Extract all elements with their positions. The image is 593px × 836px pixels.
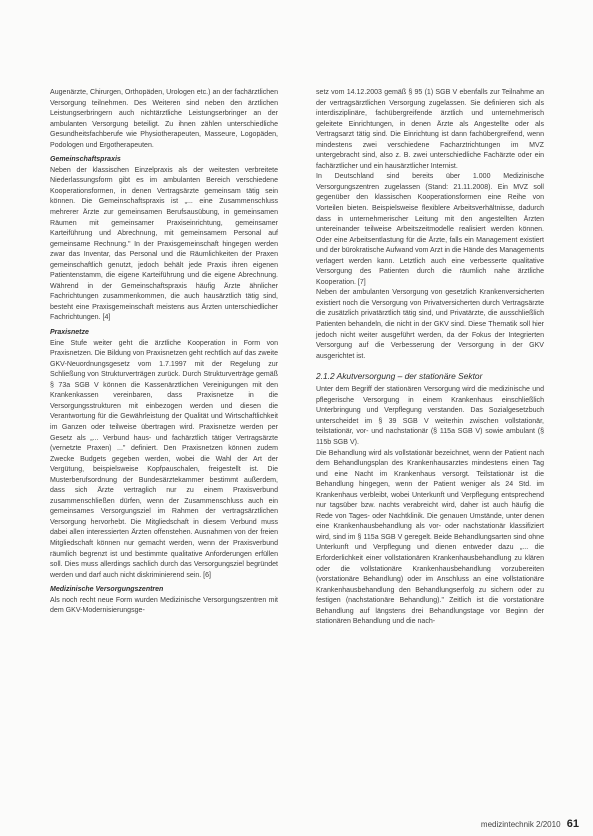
page-footer bbox=[481, 818, 579, 830]
left-column bbox=[50, 88, 278, 617]
paragraph: Eine Stufe weiter geht die ärztliche Kooperation in Form von Praxisnetzen. Die Bildung von Praxisnetzen geht rechtlich auf das zweite GKV-Neuordnungsgesetz vom 1.7.1997 mit der Regelung zur Schließung von Strukturverträgen zurück. Durch Strukturverträge gemäß § 73a SGB V können die Kassenärztlichen Vereinigungen mit den Krankenkassen vereinbaren, dass Praxisnetze in die Versorgungsstrukturen mit einbezogen werden und diesen die Verantwortung für die Gewährleistung der Qualität und Wirtschaftlichkeit im Ganzen oder teilweise übertragen wird. Praxisnetze werden per Gesetz als „... Verbund haus- und fachärztlich tätiger Vertragsärzte (vernetzte Praxen) ..." definiert. Den Praxisnetzen können zudem Zwecke Budgets gegeben werden, wobei die Wahl der Art der Vergütung, beispielsweise Kopfpauschalen, freigestellt ist. Die Musterberufsordnung der Bundesärztekammer bestimmt außerdem, dass sich Ärzte vertraglich nur zu einem Praxisverbund zusammenschließen dürfen, wenn der Zusammenschluss auch ein gemeinsames Versorgungsziel im Rahmen der vertragsärztlichen Versorgung hervorhebt. Die Mitgliedschaft in diesem Verbund muss dabei allen interessierten Ärzten offenstehen. Ausnahmen von der freien Mitgliedschaft können nur gemacht werden, wenn der Praxisverbund räumlich begrenzt ist und bestimmte qualitative Anforderungen erfüllen soll. Dies muss allerdings sachlich durch das Versorgungsziel begründet werden und darf auch nicht diskriminierend sein. [6] bbox=[50, 339, 278, 579]
paragraph: Unter dem Begriff der stationären Versorgung wird die medizinische und pflegerische Versorgung in einem Krankenhaus einschließlich Unterbringung und Verpflegung verstanden. Das Sozialgesetzbuch unterscheidet im § 39 SGB V weiterhin zwischen vollstationär, teilstationär, vor- und nachstationär (§ 115a SGB V) sowie ambulant (§ 115b SGB V). bbox=[316, 386, 544, 446]
right-column bbox=[316, 88, 544, 628]
section-heading: 2.1.2 Akutversorgung – der stationäre Sektor bbox=[316, 371, 483, 382]
subheading-gemeinschaftspraxis: Gemeinschaftspraxis bbox=[50, 156, 121, 164]
paragraph: Die Behandlung wird als vollstationär bezeichnet, wenn der Patient nach dem Behandlungsplan des Krankenhausarztes mindestens einen Tag und eine Nacht im Krankenhaus versorgt. Teilstationär ist die Behandlung hingegen, wenn der Patient weniger als 24 Std. im Krankenhaus verbleibt, wobei Unterkunft und Verpflegung entsprechend nur tagsüber bzw. nachts verabreicht wird, daher ist auch häufig die Rede von Tages- oder Nachtklinik. Die genauen Umstände, unter denen eine Krankenhausbehandlung als vor- oder nachstationär klassifiziert wird, sind im § 115a SGB V geregelt. Beide Behandlungsarten sind ohne Unterkunft und Verpflegung und dienen entweder dazu „... die Erforderlichkeit einer vollstationären Krankenhausbehandlung zu klären oder die vollstationäre Krankenhausbehandlung vorzubereiten (vorstationäre Behandlung) oder im Anschluss an eine vollstationäre Krankenhausbehandlung den Behandlungserfolg zu sichern oder zu festigen (nachstationäre Behandlung)." Zeitlich ist die vorstationäre Behandlung auf längstens drei Behandlungstage vor Beginn der stationären Behandlung und die nach- bbox=[316, 449, 544, 626]
subheading-mvz: Medizinische Versorgungszentren bbox=[50, 586, 164, 594]
subheading-praxisnetze: Praxisnetze bbox=[50, 329, 89, 337]
paragraph: Als noch recht neue Form wurden Medizinische Versorgungszentren mit dem GKV-Modernisierungsge- bbox=[50, 596, 278, 615]
journal-name: medizintechnik 2/2010 bbox=[480, 820, 561, 829]
paragraph: setz vom 14.12.2003 gemäß § 95 (1) SGB V ebenfalls zur Teilnahme an der vertragsärztlichen Versorgung zugelassen. Sie definieren sich als interdisziplinäre, fachübergreifende ärztlich und unternehmerisch geleitete Einrichtungen, in denen Ärzte als Angestellte oder als Vertragsarzt tätig sind. Die Einrichtung ist dann fachübergreifend, wenn mindestens zwei verschiedene Facharztrichtungen im MVZ untergebracht sind, also z. B. zwei unterschiedliche Fachärzte oder ein fachärztlicher und ein hausärztlicher Internist. bbox=[316, 89, 544, 170]
paragraph: Neben der klassischen Einzelpraxis als der weitesten verbreitete Niederlassungsform gibt es im ambulanten Bereich verschiedene Kooperationsformen, in denen Vertragsärzte gemeinsam tätig sein können. Die Gemeinschaftspraxis ist „... eine Zusammenschluss mehrerer Ärzte zur gemeinsamen Berufsausübung, in gemeinsamen Räumen mit gemeinsamer Praxiseinrichtung, gemeinsamer Karteiführung und Abrechnung, mit gemeinsamem Personal auf gemeinsame Rechnung." In der Praxisgemeinschaft hingegen werden zwar das Inventar, das Personal und die Räumlichkeiten der Praxen gemeinschaftlich genutzt, jedoch behält jede Praxis ihren eigenen Patientenstamm, die eigene Karteiführung und die eigene Abrechnung. Während in der Gemeinschaftspraxis häufig Ärzte ähnlicher Fachrichtungen zusammenkommen, die auch hausärztlich tätig sind, besteht eine Praxisgemeinschaft meistens aus Ärzten unterschiedlicher Fachrichtungen. [4] bbox=[50, 166, 278, 322]
page-number: 61 bbox=[566, 818, 579, 830]
paragraph: In Deutschland sind bereits über 1.000 Medizinische Versorgungszentren zugelassen (Stand: 21.11.2008). Ein MVZ soll gegenüber den klassischen Kooperationsformen eine Reihe von Vorteilen bieten. Beispielsweise flexiblere Arbeitsverhältnisse, dadurch dass in unternehmerischer Leitung mit den angestellten Ärzten untereinander teilweise Arbeitszeitmodelle realisiert werden können. Oder eine Arbeitsentlastung für die Ärzte, falls ein Management existiert und der bürokratische Aufwand vom Arzt in die Hände des Managements verlagert werden kann. Letztlich auch eine verbesserte qualitative Versorgung des Patienten durch die räumlich nahe ärztliche Kooperation. [7] bbox=[316, 173, 544, 286]
paragraph: Augenärzte, Chirurgen, Orthopäden, Urologen etc.) an der fachärztlichen Versorgung teilnehmen. Des Weiteren sind neben den ärztlichen Leistungserbringern auch nichtärztliche Leistungserbringer an der ambulanten Versorgung beteiligt. Zu ihnen zählen unterschiedliche Gesundheitsfachberufe wie Physiotherapeuten, Masseure, Logopäden, Podologen und Ergotherapeuten. bbox=[50, 89, 278, 149]
paragraph: Neben der ambulanten Versorgung von gesetzlich Krankenversicherten existiert noch die Versorgung von Privatversicherten durch Vertragsärzte die zusätzlich privatärztlich tätig sind, und Privatärzte, die ausschließlich Patienten behandeln, die nicht in der GKV sind. Diese Thematik soll hier jedoch nicht weiter ausgeführt werden, da der Fokus der Integrierten Versorgung auf die Verbesserung der Versorgung in der GKV ausgerichtet ist. bbox=[316, 289, 544, 360]
